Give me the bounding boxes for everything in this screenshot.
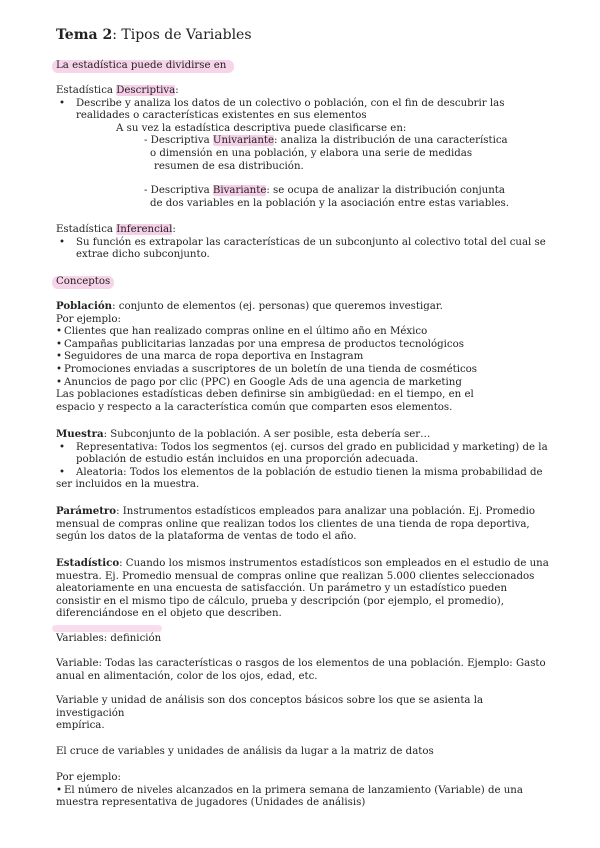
heading-text: Conceptos [56, 276, 111, 287]
variable-definition: Variable: Todas las características o rasgos de los elementos de una población. Ejemplo: Gasto anual en alimentación, color de los ojos, edad, etc. [56, 658, 546, 682]
heading-highlight [52, 625, 162, 632]
inferencial-word: Inferencial [116, 224, 173, 235]
por-ejemplo-label: Por ejemplo: [56, 772, 121, 783]
sub-intro: A su vez la estadística descriptiva puede clasificarse en: [116, 122, 407, 134]
section-heading-estadistica [56, 60, 556, 73]
list-item: • Describe y analiza los datos de un colectivo o población, con el fin de descubrir las realidades o características existentes en sus elementos [56, 98, 556, 123]
list-item: • Seguidores de una marca de ropa deportiva en Instagram [56, 351, 556, 364]
list-item: • El número de niveles alcanzados en la primera semana de lanzamiento (Variable) de una [56, 785, 556, 798]
section-heading-variables [56, 633, 556, 646]
parametro-term: Parámetro [56, 505, 117, 517]
univariante-line-1: - Descriptiva Univariante: analiza la distribución de una característica [144, 135, 508, 147]
title-rest: : Tipos de Variables [112, 27, 252, 43]
variables-ejemplo: Por ejemplo: • El número de niveles alcanzados en la primera semana de lanzamiento (Variable) de una muestra representativa de jugadores (Unidades de análisis) [56, 772, 556, 810]
section-heading-conceptos [56, 276, 556, 289]
poblacion-term: Población [56, 300, 113, 312]
heading-text: La estadística puede dividirse en [56, 60, 227, 71]
concept-parametro: Parámetro: Instrumentos estadísticos empleados para analizar una población. Ej. Promedio mensual de compras online que realizan todos los clientes de una tienda de ropa deportiva, según los datos de la plataforma de ventas de todo el año. [56, 505, 535, 543]
muestra-term: Muestra [56, 428, 104, 440]
page-title [56, 26, 252, 44]
inferencial-title: Estadística Inferencial: [56, 224, 176, 235]
cruce-variables: El cruce de variables y unidades de análisis da lugar a la matriz de datos [56, 746, 434, 757]
list-item: • Anuncios de pago por clic (PPC) en Google Ads de una agencia de marketing [56, 377, 556, 390]
list-item: • Campañas publicitarias lanzadas por una empresa de productos tecnológicos [56, 339, 556, 352]
title-bold: Tema 2 [56, 27, 113, 43]
estadistico-term: Estadístico [56, 557, 120, 569]
list-item: • Su función es extrapolar las características de un subconjunto al colectivo total del cual se extrae dicho subconjunto. [56, 237, 556, 262]
list-item: • Promociones enviadas a suscriptores de un boletín de una tienda de cosméticos [56, 364, 556, 377]
por-ejemplo-label: Por ejemplo: [56, 313, 121, 325]
list-item: • Clientes que han realizado compras online en el último año en México [56, 326, 556, 339]
concept-estadistico: Estadístico: Cuando los mismos instrumentos estadísticos son empleados en el estudio de una muestra. Ej. Promedio mensual de compras online que realizan 5.000 clientes seleccionados aleatoriamente en una encuesta de satisfacción. Un parámetro y un estadístico pueden consistir en el mismo tipo de cálculo, prueba y descripción (por ejemplo, el promedio), diferenciándose en el objeto que describen. [56, 557, 549, 620]
list-item: • Aleatoria: Todos los elementos de la población de estudio tienen la misma probabilidad de [56, 467, 556, 480]
univariante-word: Univariante [212, 135, 275, 147]
bivariante-word: Bivariante [212, 185, 267, 197]
descriptiva-word: Descriptiva [116, 85, 176, 96]
univariante-line-3: resumen de esa distribución. [154, 160, 304, 172]
descriptiva-title: Estadística Descriptiva: [56, 85, 179, 96]
unidad-analisis: Variable y unidad de análisis son dos conceptos básicos sobre los que se asienta la investigación empírica. [56, 695, 484, 732]
concept-muestra: Muestra: Subconjunto de la población. A ser posible, esta debería ser… • Representativa: Todos los segmentos (ej. cursos del grado en publicidad y marketing) de la población de estudio están incluidos en una proporción adecuada. • Aleatoria: Todos los elementos de la población de estudio tienen la misma probabilidad de ser incluidos en la muestra. [56, 428, 556, 492]
bivariante-line-1: - Descriptiva Bivariante: se ocupa de analizar la distribución conjunta [144, 185, 505, 197]
section-inferencial [56, 224, 556, 262]
list-item: • Representativa: Todos los segmentos (ej. cursos del grado en publicidad y marketing) de la población de estudio están incluidos en una proporción adecuada. [56, 442, 556, 467]
section-descriptiva [56, 85, 556, 210]
concept-poblacion: Población: conjunto de elementos (ej. personas) que queremos investigar. Por ejemplo: • Clientes que han realizado compras online en el último año en México • Campañas publicitarias lanzadas por una empresa de productos tecnológicos • Seguidores de una marca de ropa deportiva en Instagram • Promociones enviadas a suscriptores de un boletín de una tienda de cosméticos • Anuncios de pago por clic (PPC) en Google Ads de una agencia de marketing Las poblaciones estadísticas deben definirse sin ambigüedad: en el tiempo, en el espacio y respecto a la característica común que comparten esos elementos. [56, 300, 556, 414]
bivariante-line-2: de dos variables en la población y la asociación entre estas variables. [150, 197, 509, 209]
heading-text: Variables: definición [56, 633, 162, 644]
univariante-line-2: o dimensión en una población, y elabora una serie de medidas [150, 147, 473, 159]
